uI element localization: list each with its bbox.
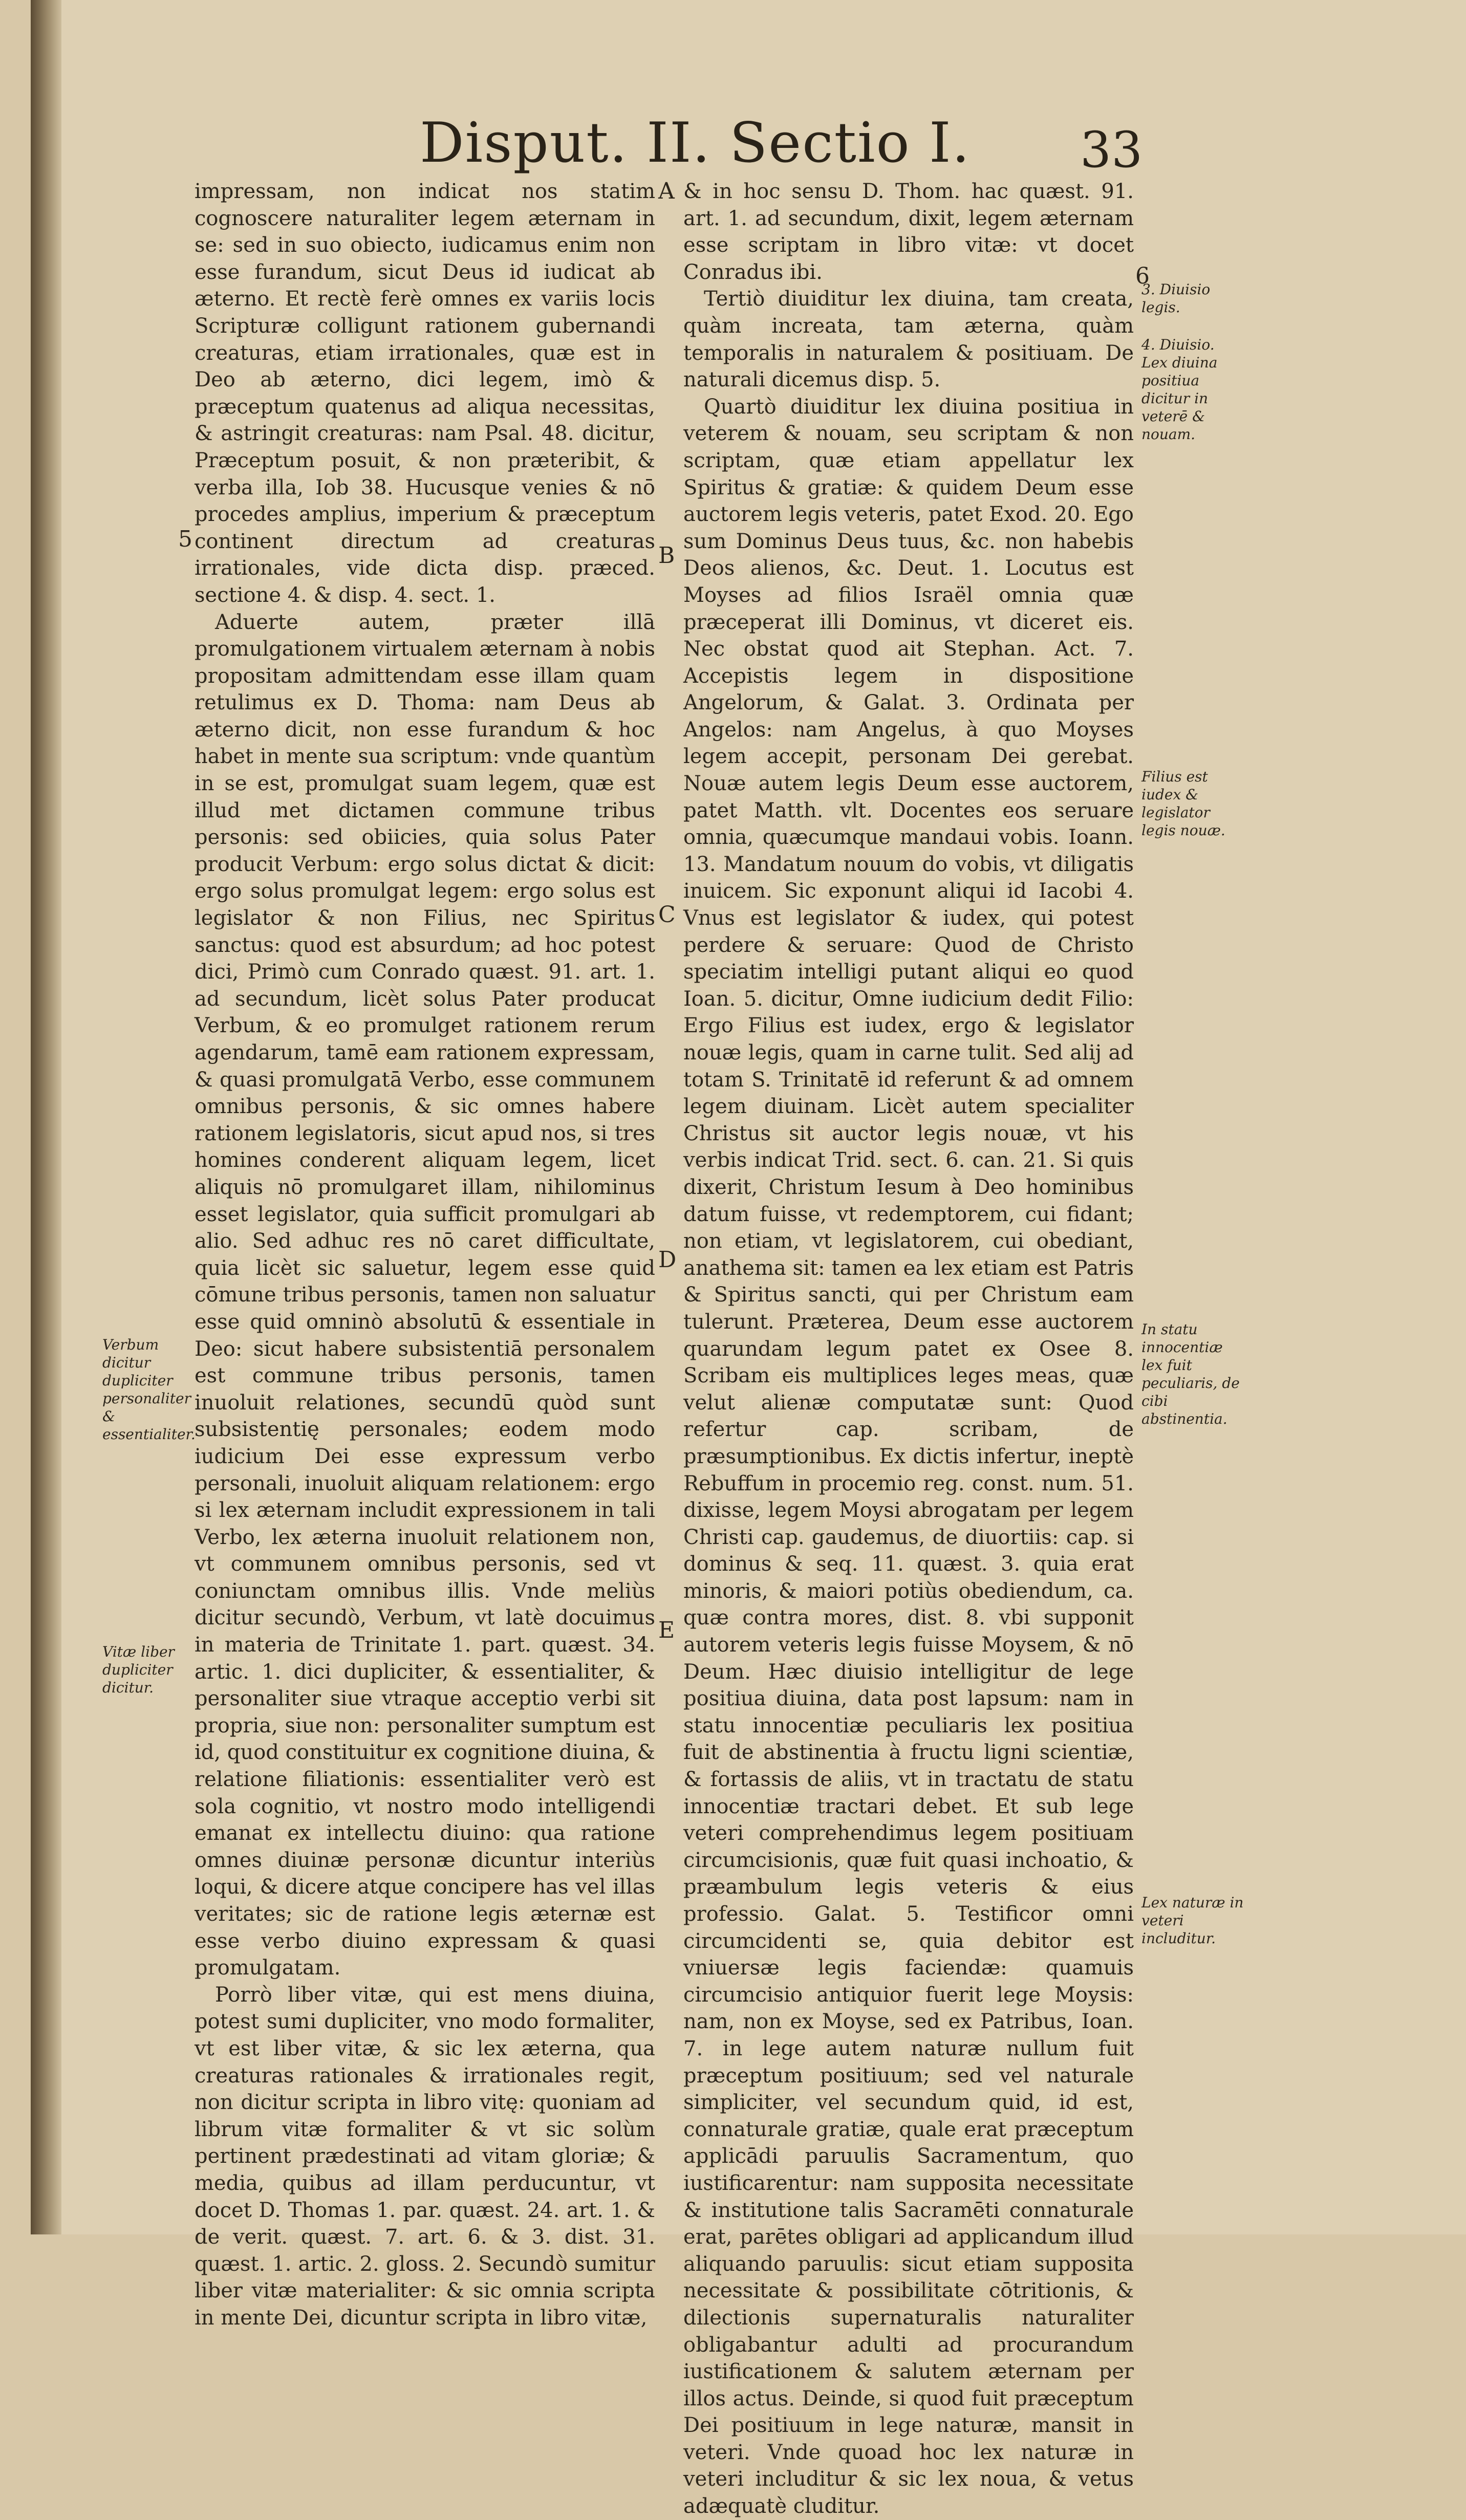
section-letter-b: B [658,542,675,569]
section-letter-e: E [658,1617,675,1643]
margin-note: 4. Diuisio. Lex diuina positiua dicitur in veterē & nouam. [1141,336,1218,443]
text-column-right [683,178,1134,2520]
page-number: 33 [1080,121,1143,179]
margin-note: Filius est iudex & legislator legis nouæ. [1141,768,1225,839]
section-letter-d: D [658,1247,677,1273]
running-title: Disput. II. Sectio I. [420,111,971,175]
paragraph: & in hoc sensu D. Thom. hac quæst. 91. art. 1. ad secundum, dixit, legem æternam esse scriptam in libro vitæ: vt docet Conradus ibi. [683,180,1134,284]
margin-note: Vitæ liber dupliciter dicitur. [102,1643,175,1696]
binding-gutter [31,0,61,2234]
text-column-left [195,178,655,2332]
paragraph: Quartò diuiditur lex diuina positiua in veterem & nouam, seu scriptam & non scriptam, quæ etiam appellatur lex Spiritus & gratiæ: & quidem Deum esse auctorem legis veteris, patet Exod. 20. Ego sum Dominus Deus tuus, &c. non habebis Deos alienos, &c. Deut. 1. Locutus est Moyses ad filios Israël omnia quæ præceperat illi Dominus, vt diceret eis. Nec obstat quod ait Stephan. Act. 7. Accepistis legem in dispositione Angelorum, & Galat. 3. Ordinata per Angelos: nam Angelus, à quo Moyses legem accepit, personam Dei gerebat. Nouæ autem legis Deum esse auctorem, patet Matth. vlt. Docentes eos seruare omnia, quæcumque mandaui vobis. Ioann. 13. Mandatum nouum do vobis, vt diligatis inuicem. Sic exponunt aliqui id Iacobi 4. Vnus est legislator & iudex, qui potest perdere & seruare: Quod de Christo speciatim intelligi putant aliqui eo quod Ioan. 5. dicitur, Omne iudicium dedit Filio: Ergo Filius est iudex, ergo & legislator nouæ legis, quam in carne tulit. Sed alij ad totam S. Trinitatē id referunt & ad omnem legem diuinam. Licèt autem specialiter Christus sit auctor legis nouæ, vt his verbis indicat Trid. sect. 6. can. 21. Si quis dixerit, Christum Iesum à Deo hominibus datum fuisse, vt redemptorem, cui fidant; non etiam, vt legislatorem, cui obediant, anathema sit: tamen ea lex etiam est Patris & Spiritus sancti, qui per Christum eam tulerunt. Præterea, Deum esse auctorem quarundam legum patet ex Osee 8. Scribam eis multiplices leges meas, quæ velut alienæ computatæ sunt: Quod refertur cap. scribam, de præsumptionibus. Ex dictis infertur, ineptè Rebuffum in procemio reg. const. num. 51. dixisse, legem Moysi abrogatam per legem Christi cap. gaudemus, de diuortiis: cap. si dominus & seq. 11. quæst. 3. quia erat minoris, & maiori potiùs obediendum, ca. quæ contra mores, dist. 8. vbi supponit autorem veteris legis fuisse Moysem, & nō Deum. Hæc diuisio intelligitur de lege positiua diuina, data post lapsum: nam in statu innocentiæ peculiaris lex positiua fuit de abstinentia à fructu ligni scientiæ, & fortassis de aliis, vt in tractatu de statu innocentiæ tractari debet. Et sub lege veteri comprehendimus legem positiuam circumcisionis, quæ fuit quasi inchoatio, & præambulum legis veteris & eius professio. Galat. 5. Testificor omni circumcidenti se, quia debitor est vniuersæ legis faciendæ: quamuis circumcisio antiquior fuerit lege Moysis: nam, non ex Moyse, sed ex Patribus, Ioan. 7. in lege autem naturæ nullum fuit præceptum positiuum; sed vel naturale simpliciter, vel secundum quid, id est, connaturale gratiæ, quale erat præceptum applicādi paruulis Sacramentum, quo iustificarentur: nam supposita necessitate & institutione talis Sacramēti connaturale erat, parētes obligari ad applicandum illud aliquando paruulis: sicut etiam supposita necessitate & possibilitate cōtritionis, & dilectionis supernaturalis naturaliter obligabantur adulti ad procurandum iustificationem & salutem æternam per illos actus. Deinde, si quod fuit præceptum Dei positiuum in lege naturæ, mansit in veteri. Vnde quoad hoc lex naturæ in veteri includitur & sic lex noua, & vetus adæquatè cluditur. [683,395,1134,2518]
paragraph: Porrò liber vitæ, qui est mens diuina, potest sumi dupliciter, vno modo formaliter, vt est liber vitæ, & sic lex æterna, qua creaturas rationales & irrationales regit, non dicitur scripta in libro vitę: quoniam ad librum vitæ formaliter & vt sic solùm pertinent prædestinati ad vitam gloriæ; & media, quibus ad illam perducuntur, vt docet D. Thomas 1. par. quæst. 24. art. 1. & de verit. quæst. 7. art. 6. & 3. dist. 31. quæst. 1. artic. 2. gloss. 2. Secundò sumitur liber vitæ materialiter: & sic omnia scripta in mente Dei, dicuntur scripta in libro vitæ, [195,1983,655,2330]
margin-note: Lex naturæ in veteri includitur. [1141,1894,1244,1947]
paragraph: Tertiò diuiditur lex diuina, tam creata, quàm increata, tam æterna, quàm temporalis in naturalem & positiuam. De naturali dicemus disp. 5. [683,287,1134,392]
section-letter-c: C [658,902,676,928]
paragraph: impressam, non indicat nos statim cognoscere naturaliter legem æternam in se: sed in suo obiecto, iudicamus enim non esse furandum, sicut Deus id iudicat ab æterno. Et rectè ferè omnes ex variis locis Scripturæ colligunt rationem gubernandi creaturas, etiam irrationales, quæ est in Deo ab æterno, dici legem, imò & præceptum quatenus ad aliqua necessitas, & astringit creaturas: nam Psal. 48. dicitur, Præceptum posuit, & non præteribit, & verba illa, Iob 38. Hucusque venies & nō procedes amplius, imperium & præceptum continent directum ad creaturas irrationales, vide dicta disp. præced. sectione 4. & disp. 4. sect. 1. [195,180,655,607]
margin-note: 3. Diuisio legis. [1141,281,1211,316]
section-letter-a: A [658,178,675,204]
margin-note: Verbum dicitur dupliciter personaliter & essentialiter. [102,1336,196,1443]
paragraph-number: 6 [1135,263,1150,289]
margin-note: In statu innocentiæ lex fuit peculiaris, de cibi abstinentia. [1141,1321,1240,1427]
paragraph: Aduerte autem, præter illā promulgationem virtualem æternam à nobis propositam admittendam esse illam quam retulimus ex D. Thoma: nam Deus ab æterno dicit, non esse furandum & hoc habet in mente sua scriptum: vnde quantùm in se est, promulgat suam legem, quæ est illud met dictamen commune tribus personis: sed obiicies, quia solus Pater producit Verbum: ergo solus dictat & dicit: ergo solus promulgat legem: ergo solus est legislator & non Filius, nec Spiritus sanctus: quod est absurdum; ad hoc potest dici, Primò cum Conrado quæst. 91. art. 1. ad secundum, licèt solus Pater producat Verbum, & eo promulget rationem rerum agendarum, tamē eam rationem expressam, & quasi promulgatā Verbo, esse communem omnibus personis, & sic omnes habere rationem legislatoris, sicut apud nos, si tres homines conderent aliquam legem, licet aliquis nō promulgaret illam, nihilominus esset legislator, quia sufficit promulgari ab alio. Sed adhuc res nō caret difficultate, quia licèt sic saluetur, legem esse quid cōmune tribus personis, tamen non saluatur esse quid omninò absolutū & essentiale in Deo: sicut habere subsistentiā personalem est commune tribus personis, tamen inuoluit relationes, secundū quòd sunt subsistentię personales; eodem modo iudicium Dei esse expressum verbo personali, inuoluit aliquam relationem: ergo si lex æternam includit expressionem in tali Verbo, lex æterna inuoluit relationem non, vt communem omnibus personis, sed vt coniunctam omnibus illis. Vnde meliùs dicitur secundò, Verbum, vt latè docuimus in materia de Trinitate 1. part. quæst. 34. artic. 1. dici dupliciter, & essentialiter, & personaliter siue vtraque acceptio verbi sit propria, siue non: personaliter sumptum est id, quod constituitur ex cognitione diuina, & relatione filiationis: essentialiter verò est sola cognitio, vt nostro modo intelligendi emanat ex intellectu diuino: qua ratione omnes diuinæ personæ dicuntur interiùs loqui, & dicere atque concipere has vel illas veritates; sic de ratione legis æternæ est esse verbo diuino expressam & quasi promulgatam. [195,610,655,1980]
paragraph-number: 5 [178,526,192,552]
